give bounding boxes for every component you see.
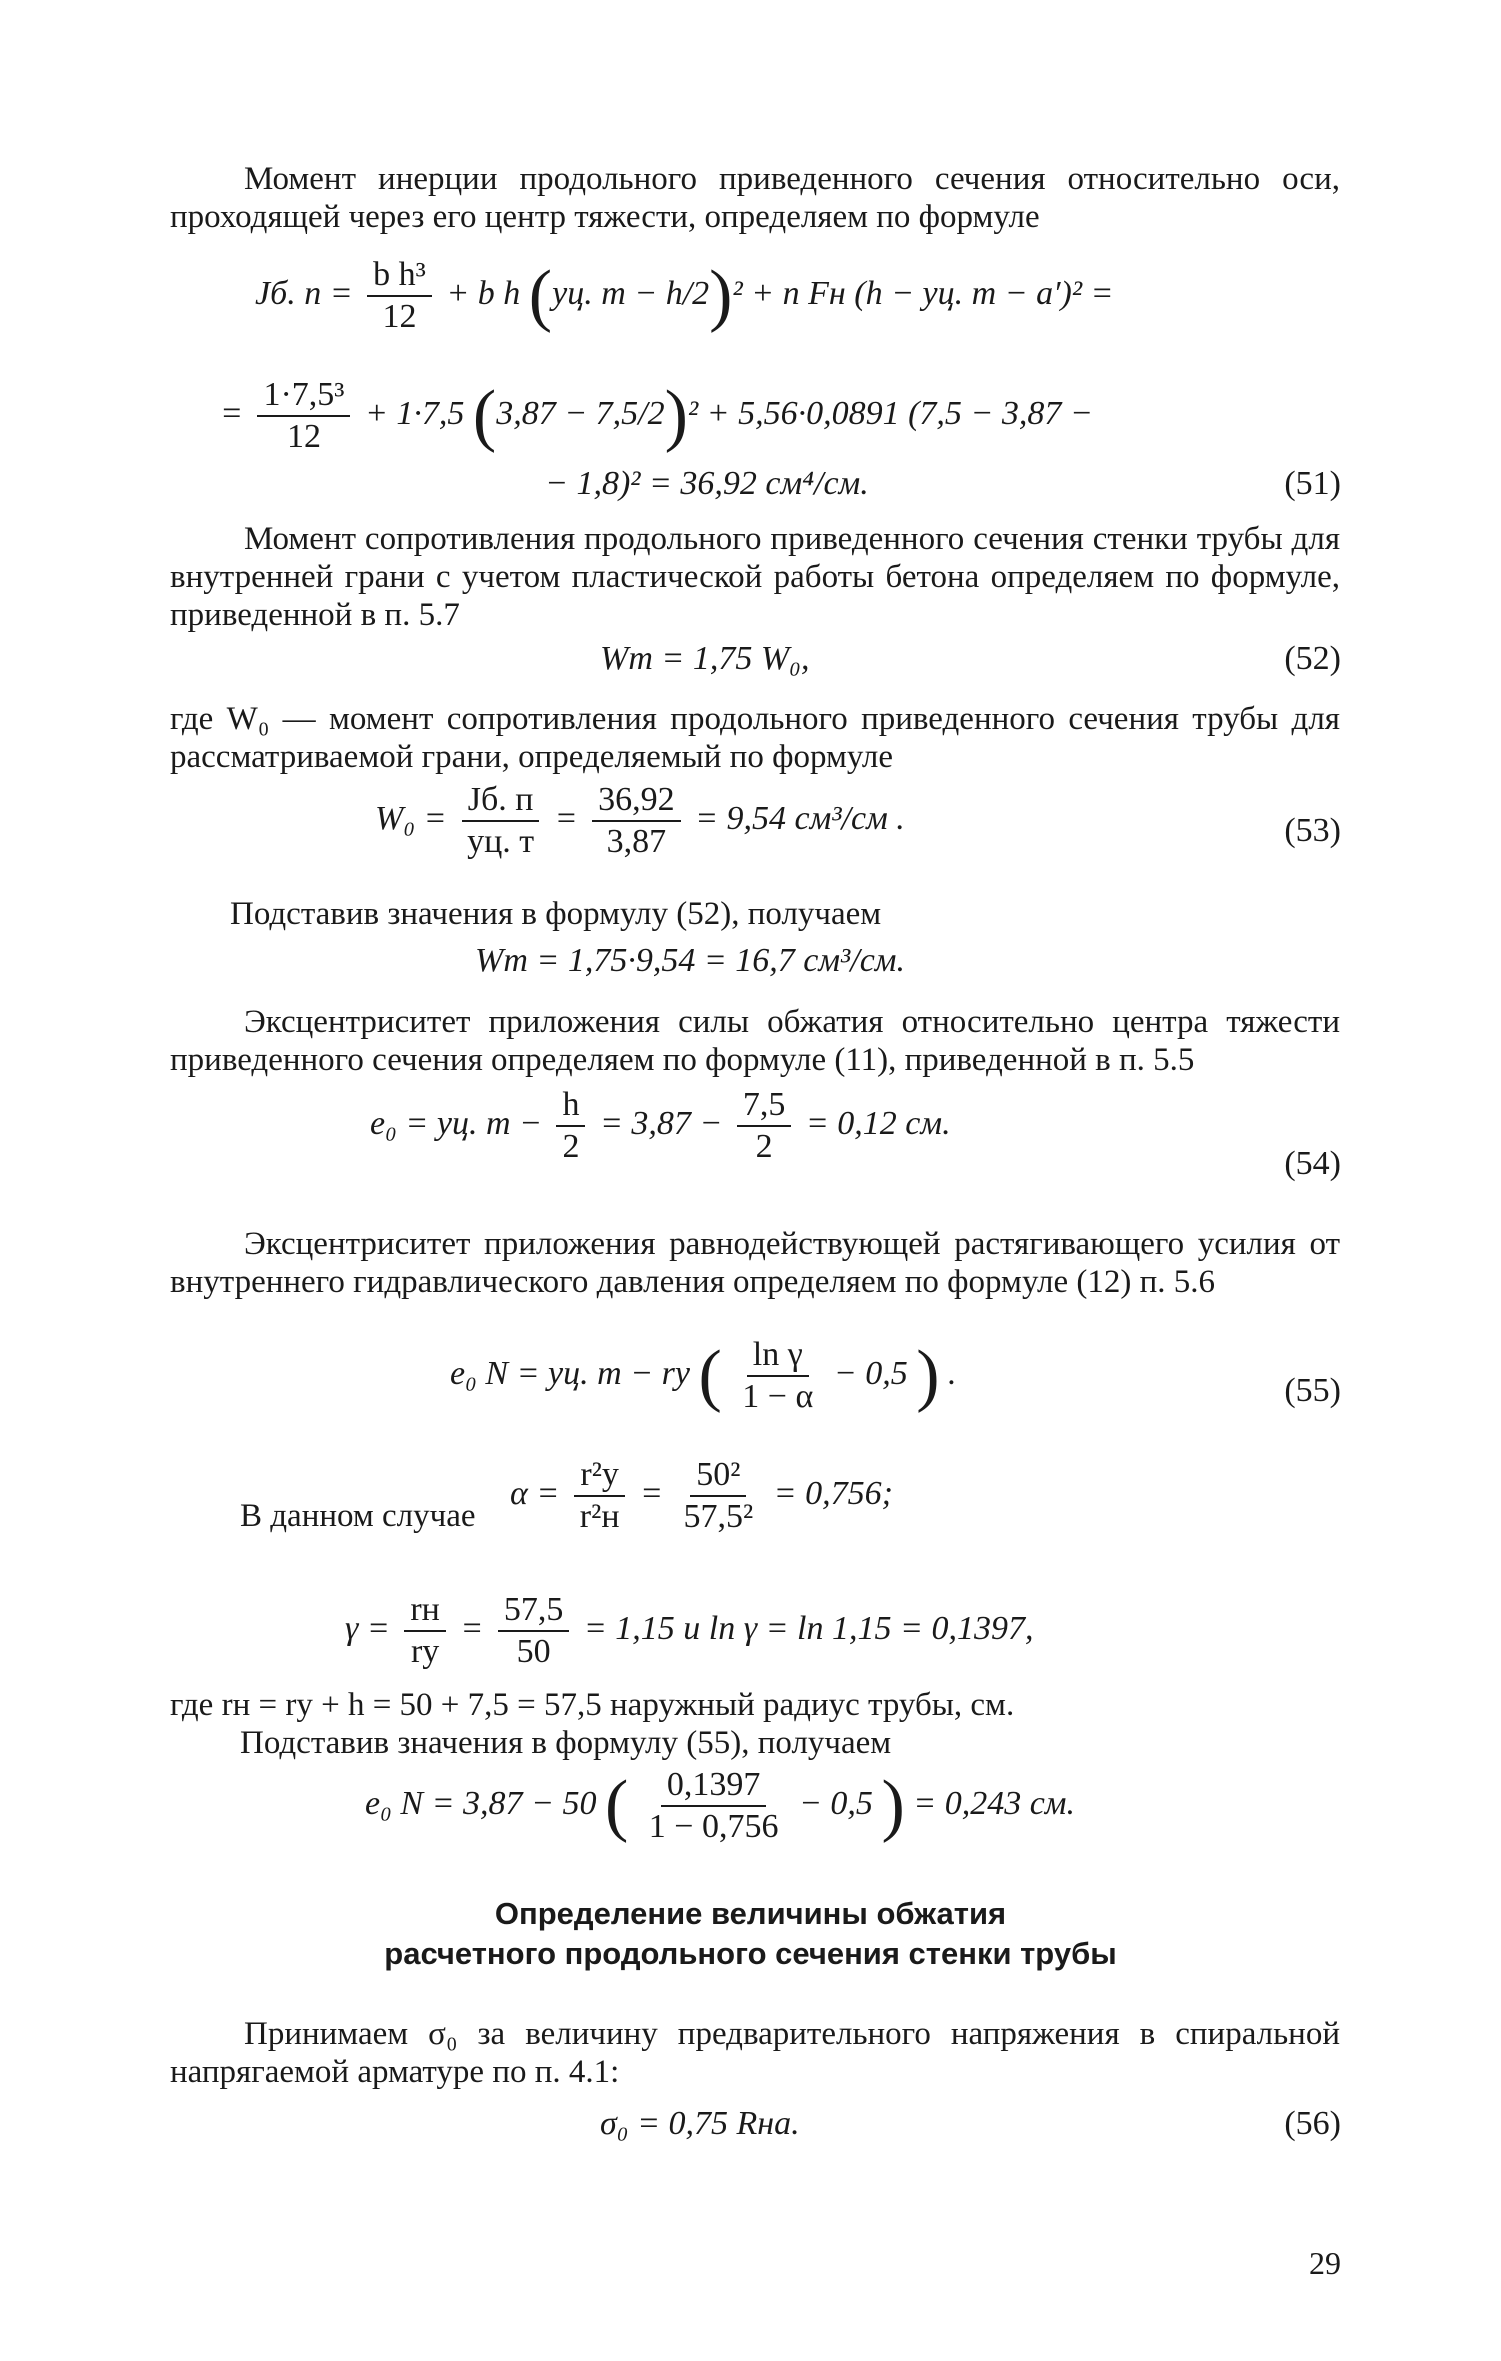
paren-close: ): [709, 257, 733, 334]
eq-text: = 9,54 см³/см .: [695, 799, 905, 837]
eq-text: =: [640, 1474, 663, 1512]
fraction: [592, 780, 681, 862]
eq-text: = 0,12 см.: [805, 1104, 951, 1142]
eq-text: = 3,87 −: [599, 1104, 723, 1142]
fraction: [461, 780, 540, 862]
equation-number-52: (52): [1284, 640, 1341, 677]
numerator: ln γ: [747, 1335, 809, 1377]
section-heading-line2: расчетного продольного сечения стенки трубы: [384, 1936, 1117, 1971]
fraction: [498, 1590, 570, 1672]
paren-close: ): [881, 1767, 905, 1844]
denominator: 3,87: [606, 823, 667, 860]
denominator: 2: [755, 1128, 773, 1165]
numerator: r²у: [574, 1455, 625, 1497]
paragraph-substituting: Подставив значения в формулу (52), получаем: [230, 896, 882, 932]
equation-number-54: (54): [1284, 1145, 1341, 1182]
denominator: 1 − 0,756: [648, 1808, 779, 1845]
equation-number-56: (56): [1284, 2105, 1341, 2142]
eq-text: =: [554, 799, 578, 837]
equation-52: Wт = 1,75 W₀,: [600, 640, 810, 677]
equation-55: [450, 1335, 957, 1417]
denominator: r²н: [579, 1498, 620, 1535]
numerator: 57,5: [498, 1590, 570, 1632]
eq-text: W₀ =: [375, 799, 447, 837]
equation-51-line1: [255, 255, 1114, 337]
equation-53: [375, 780, 905, 862]
numerator: 0,1397: [661, 1765, 767, 1807]
paren-close: ): [916, 1337, 940, 1414]
fraction: [643, 1765, 785, 1847]
equation-number-51: (51): [1284, 465, 1341, 502]
numerator: 7,5: [737, 1085, 792, 1127]
eq-text: = 0,243 см.: [913, 1784, 1075, 1822]
equation-gamma: [345, 1590, 1033, 1672]
numerator: h: [556, 1085, 585, 1127]
equation-51-line2: [220, 375, 1093, 457]
denominator: 12: [286, 418, 321, 455]
eq-text: e₀ N = 3,87 − 50: [365, 1784, 597, 1822]
fraction: [574, 1455, 626, 1537]
eq-text: e₀ = yц. т −: [370, 1104, 542, 1142]
fraction: [556, 1085, 585, 1167]
denominator: 57,5²: [683, 1498, 754, 1535]
eq-text: =: [220, 394, 243, 432]
equation-alpha: [510, 1455, 893, 1537]
fraction: [257, 375, 350, 457]
eq-text: e₀ N = yц. т − rу: [450, 1354, 690, 1392]
fraction: [367, 255, 432, 337]
fraction: [677, 1455, 759, 1537]
equation-wt: Wт = 1,75·9,54 = 16,7 см³/см.: [475, 942, 905, 979]
eq-text: =: [460, 1609, 484, 1647]
numerator: rн: [404, 1590, 446, 1632]
eq-text: α =: [510, 1474, 560, 1512]
paragraph-eccentricity-compression: Эксцентриситет приложения силы обжатия относительно центра тяжести приведенного сечения определяем по формуле (11), приведенной в п. 5.5: [170, 1004, 1340, 1078]
paren-open: (: [528, 257, 553, 334]
paren-content: 3,87 − 7,5/2: [496, 394, 665, 432]
eq-text: + b h: [446, 274, 521, 312]
numerator: b h³: [367, 255, 432, 297]
denominator: 12: [382, 298, 417, 335]
paren-open: (: [472, 377, 497, 454]
paren-close: ): [664, 377, 688, 454]
numerator: 1·7,5³: [257, 375, 350, 417]
eq-text: − 0,5: [798, 1784, 873, 1822]
denominator: yц. т: [467, 823, 535, 860]
eq-text: + 1·7,5: [364, 394, 465, 432]
paragraph-where-w0: где W₀ — момент сопротивления продольного приведенного сечения трубы для рассматриваемой грани, определяемый по формуле: [170, 701, 1340, 775]
denominator: 1 − α: [742, 1378, 814, 1415]
equation-number-53: (53): [1284, 812, 1341, 849]
numerator: 50²: [690, 1455, 746, 1497]
numerator: 36,92: [592, 780, 681, 822]
eq-text: Jб. п =: [255, 274, 353, 312]
paragraph-in-this-case: В данном случае: [240, 1498, 476, 1534]
paren-open: (: [604, 1767, 629, 1844]
paragraph-substituting-55: Подставив значения в формулу (55), получаем: [240, 1725, 892, 1761]
paragraph-where-rn: где rн = rу + h = 50 + 7,5 = 57,5 наружный радиус трубы, см.: [170, 1687, 1015, 1723]
eq-text: ² + n Fн (h − yц. т − a′)² =: [732, 274, 1114, 312]
page-number: 29: [1309, 2245, 1341, 2281]
equation-51-line3: − 1,8)² = 36,92 см⁴/см.: [545, 465, 869, 502]
eq-text: − 0,5: [833, 1354, 908, 1392]
eq-text: .: [948, 1354, 957, 1392]
eq-text: = 1,15 и ln γ = ln 1,15 = 0,1397,: [583, 1609, 1034, 1647]
equation-number-55: (55): [1284, 1372, 1341, 1409]
equation-54: [370, 1085, 951, 1167]
denominator: rу: [410, 1633, 440, 1670]
denominator: 50: [516, 1633, 551, 1670]
paren-content: yц. т − h/2: [552, 274, 710, 312]
eq-text: ² + 5,56·0,0891 (7,5 − 3,87 −: [687, 394, 1093, 432]
fraction: [404, 1590, 446, 1672]
paragraph-eccentricity-tension: Эксцентриситет приложения равнодействующей растягивающего усилия от внутреннего гидравлического давления определяем по формуле (12) п. 5.6: [170, 1226, 1340, 1300]
paragraph-sigma0: Принимаем σ₀ за величину предварительного напряжения в спиральной напрягаемой арматуре по п. 4.1:: [170, 2016, 1340, 2090]
denominator: 2: [562, 1128, 580, 1165]
equation-56: σ₀ = 0,75 Rна.: [600, 2105, 800, 2142]
eq-text: γ =: [345, 1609, 390, 1647]
section-heading-line1: Определение величины обжатия: [494, 1896, 1007, 1931]
fraction: [736, 1335, 819, 1417]
numerator: Jб. п: [462, 780, 540, 822]
eq-text: = 0,756;: [773, 1474, 893, 1512]
fraction: [737, 1085, 792, 1167]
equation-e0n: [365, 1765, 1075, 1847]
paren-open: (: [698, 1337, 722, 1414]
paragraph-moment-resistance: Момент сопротивления продольного приведенного сечения стенки трубы для внутренней грани с учетом пластической работы бетона определяем по формуле, приведенной в п. 5.7: [170, 521, 1340, 633]
paragraph-moment-inertia: Момент инерции продольного приведенного сечения относительно оси, проходящей через его центр тяжести, определяем по формуле: [170, 161, 1340, 235]
